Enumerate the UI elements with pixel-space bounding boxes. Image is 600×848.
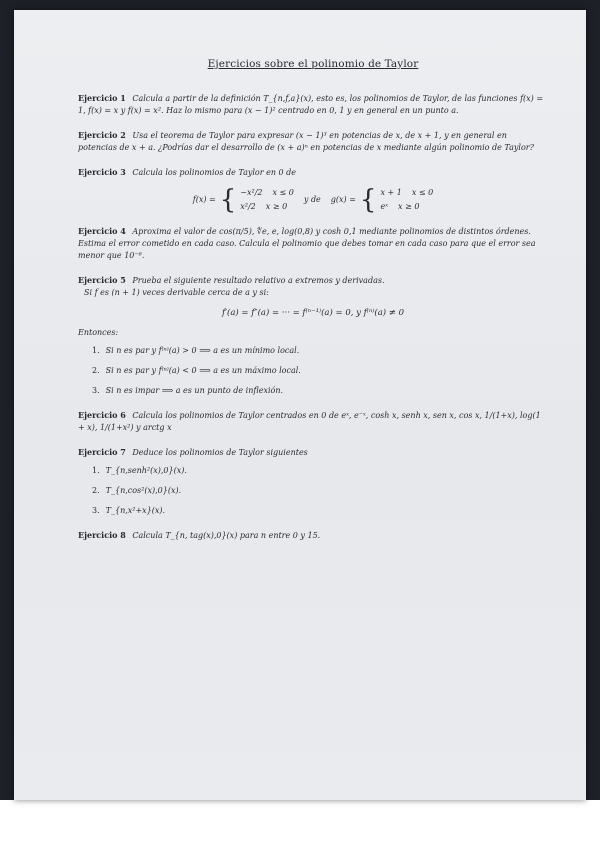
g-case1-cond: x ≤ 0 — [411, 188, 434, 197]
piecewise-f — [193, 187, 294, 213]
exercise-heading: Ejercicio 1 — [78, 93, 126, 103]
list-item: 2. Si n es par y f⁽ⁿ⁾(a) < 0 ⟹ a es un máximo local. — [92, 366, 301, 375]
f-case1-cond: x ≤ 0 — [272, 188, 294, 197]
g-case2-expr: eˣ — [380, 202, 389, 211]
exercise-text: Calcula a partir de la definición T_{n,f,a}(x), esto es, los polinomios de Taylor, de las funciones f(x) = 1, f(x) = x y f(x) = x². Haz lo mismo para (x − 1)² centrado en 0, 1 y en general en un punto a. — [78, 94, 544, 115]
f-cases — [240, 187, 294, 213]
derivative-condition: f′(a) = f″(a) = ··· = f⁽ⁿ⁻¹⁾(a) = 0, y f⁽ⁿ⁾(a) ≠ 0 — [221, 308, 405, 318]
f-case2-cond: x ≥ 0 — [265, 202, 288, 211]
taylor-list — [92, 465, 548, 517]
g-case2-cond: x ≥ 0 — [398, 202, 420, 211]
exercise-heading: Ejercicio 2 — [78, 130, 126, 140]
f-case2-expr: x²/2 — [240, 202, 256, 211]
left-brace: { — [219, 185, 237, 215]
paper-sheet — [14, 10, 586, 800]
then-label: Entonces: — [78, 328, 119, 337]
piecewise-definitions — [78, 187, 548, 213]
conclusion-list — [92, 345, 548, 397]
exercise-text: Calcula los polinomios de Taylor en 0 de — [132, 168, 297, 177]
exercise-heading: Ejercicio 3 — [78, 167, 126, 177]
page-title: Ejercicios sobre el polinomio de Taylor — [207, 58, 419, 70]
exercise-7 — [78, 446, 548, 517]
exercise-heading: Ejercicio 6 — [78, 410, 126, 420]
list-item: 2. T_{n,cos²(x),0}(x). — [92, 486, 182, 495]
connector-text: y de — [303, 195, 321, 204]
list-item: 1. Si n es par y f⁽ⁿ⁾(a) > 0 ⟹ a es un mínimo local. — [92, 346, 300, 355]
exercise-text: Calcula T_{n, tag(x),0}(x) para n entre 0 y 15. — [132, 531, 321, 540]
left-brace: { — [359, 185, 377, 215]
exercise-heading: Ejercicio 4 — [78, 226, 126, 236]
exercise-8 — [78, 529, 548, 542]
exercise-heading: Ejercicio 8 — [78, 530, 126, 540]
exercise-1 — [78, 92, 548, 117]
list-item: 1. T_{n,senh²(x),0}(x). — [92, 466, 187, 475]
exercise-text: Deduce los polinomios de Taylor siguientes — [132, 448, 308, 457]
piecewise-g — [331, 187, 433, 213]
exercise-3 — [78, 166, 548, 213]
exercise-5 — [78, 274, 548, 397]
f-case1-expr: −x²/2 — [240, 188, 263, 197]
exercise-6 — [78, 409, 548, 434]
list-item: 3. Si n es impar ⟹ a es un punto de inflexión. — [92, 386, 284, 395]
g-case1-expr: x + 1 — [380, 188, 402, 197]
f-label: f(x) = — [192, 195, 216, 204]
list-item: 3. T_{n,x²+x}(x). — [92, 506, 166, 515]
exercise-heading: Ejercicio 5 — [78, 275, 126, 285]
g-label: g(x) = — [330, 195, 356, 204]
hypothesis-text: Si f es (n + 1) veces derivable cerca de a y si: — [84, 288, 269, 297]
g-cases — [380, 187, 433, 213]
exercise-text: Aproxima el valor de cos(π/5), ∜e, e, log(0,8) y cosh 0,1 mediante polinomios de distintos órdenes. Estima el error cometido en cada caso. Calcula el polinomio que debes tomar en cada caso para que el error sea menor que 10⁻⁶. — [78, 227, 536, 260]
exercise-text: Prueba el siguiente resultado relativo a extremos y derivadas. — [132, 276, 385, 285]
exercise-text: Calcula los polinomios de Taylor centrados en 0 de eˣ, e⁻ˣ, cosh x, senh x, sen x, cos x, 1/(1+x), log(1 + x), 1/(1+x²) y arctg x — [78, 411, 541, 432]
exercise-text: Usa el teorema de Taylor para expresar (x − 1)³ en potencias de x, de x + 1, y en general en potencias de x + a. ¿Podrías dar el desarrollo de (x + a)ⁿ en potencias de x mediante algún polinomio de Taylor? — [78, 131, 534, 152]
exercise-heading: Ejercicio 7 — [78, 447, 126, 457]
document-content — [78, 58, 548, 554]
exercise-4 — [78, 225, 548, 262]
exercise-2 — [78, 129, 548, 154]
